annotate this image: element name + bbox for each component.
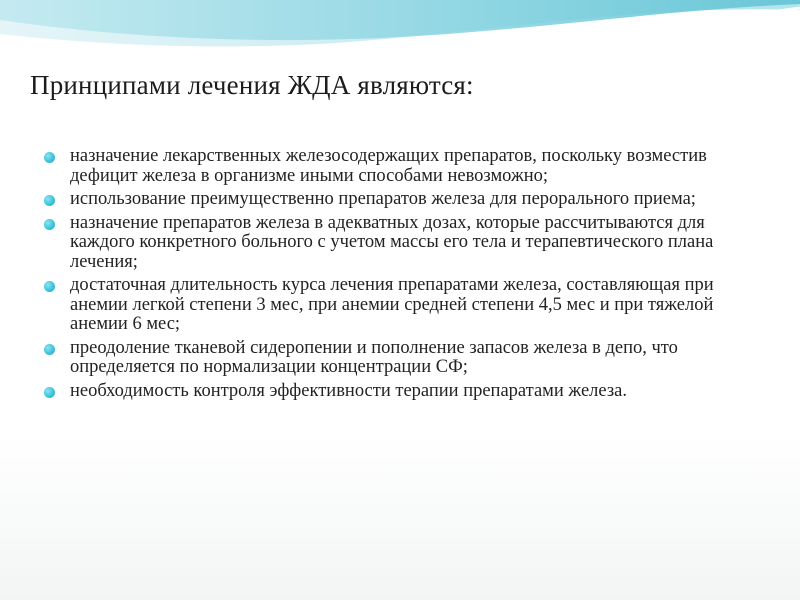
bullet-item: [44, 190, 734, 210]
bullet-dot-icon: [44, 344, 55, 355]
slide-title: Принципами лечения ЖДА являются:: [30, 70, 474, 100]
bullet-list: [44, 147, 734, 405]
bullet-item: [44, 214, 734, 273]
bullet-item: [44, 276, 734, 335]
header-wave-decoration: [0, 0, 800, 80]
bullet-text: достаточная длительность курса лечения препаратами железа, составляющая при анемии легкой степени 3 мес, при анемии средней степени 4,5 мес и при тяжелой анемии 6 мес;: [70, 275, 714, 334]
bullet-text: необходимость контроля эффективности терапии препаратами железа.: [70, 380, 627, 401]
bullet-item: [44, 147, 734, 186]
bullet-item: [44, 382, 734, 402]
bullet-item: [44, 339, 734, 378]
bullet-text: назначение лекарственных железосодержащих препаратов, поскольку возместив дефицит железа в организме иными способами невозможно;: [70, 146, 707, 186]
bullet-dot-icon: [44, 152, 55, 163]
bullet-dot-icon: [44, 387, 55, 398]
bullet-text: использование преимущественно препаратов железа для перорального приема;: [70, 189, 696, 209]
bullet-text: преодоление тканевой сидеропении и пополнение запасов железа в депо, что определяется по нормализации концентрации СФ;: [70, 337, 678, 377]
bullet-dot-icon: [44, 195, 55, 206]
bullet-dot-icon: [44, 281, 55, 292]
bullet-dot-icon: [44, 219, 55, 230]
bullet-text: назначение препаратов железа в адекватных дозах, которые рассчитываются для каждого конкретного больного с учетом массы его тела и терапевтического плана лечения;: [70, 212, 714, 272]
